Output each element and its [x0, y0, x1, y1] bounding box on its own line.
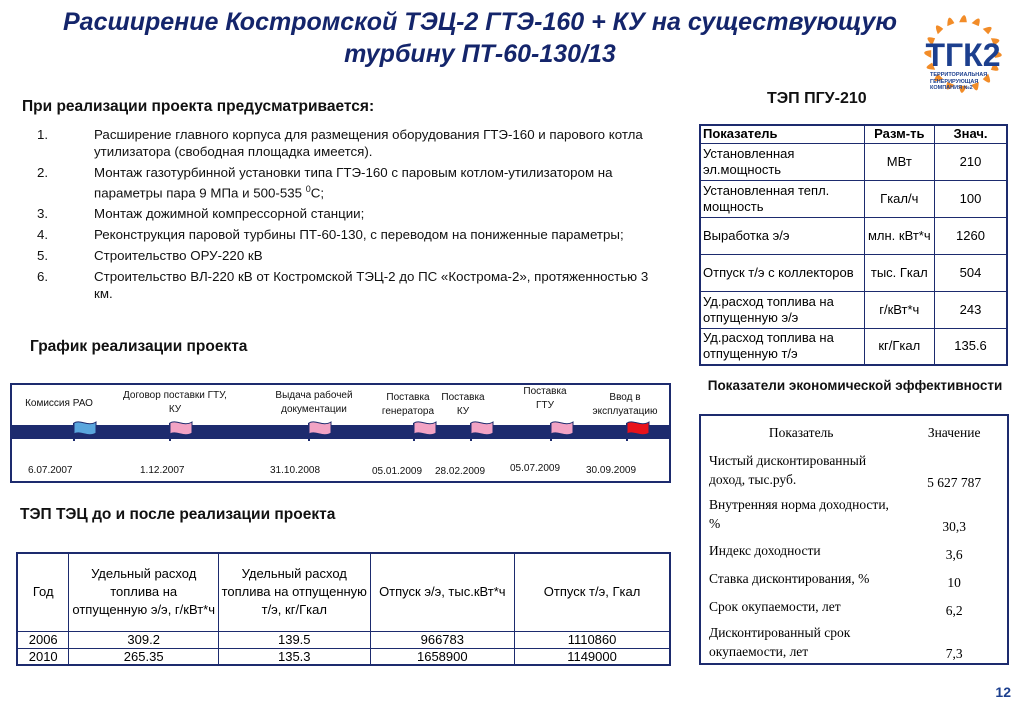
table-header-cell: Показатель — [768, 424, 834, 440]
list-item-text: Строительство ВЛ-220 кВ от Костромской ТЭЦ-2 до ПС «Кострома-2», протяженностью 3 км. — [94, 269, 649, 302]
table-cell: тыс. Гкал — [864, 254, 934, 291]
list-item-tail: С; — [310, 185, 325, 201]
table-cell: 100 — [935, 180, 1007, 217]
milestone-date: 6.07.2007 — [28, 465, 73, 476]
table-row — [17, 648, 670, 665]
list-item — [34, 268, 670, 302]
table-cell: МВт — [864, 143, 934, 180]
table-header-cell: Удельный расход топлива на отпущенную э/э, г/кВт*ч — [69, 553, 219, 631]
list-item — [34, 247, 670, 264]
milestone-label: Выдача рабочей документации — [275, 390, 353, 415]
table-row — [700, 492, 1008, 536]
tep-compare-heading: ТЭП ТЭЦ до и после реализации проекта — [20, 506, 336, 523]
milestone-label: Ввод в эксплуатацию — [592, 392, 658, 417]
list-item — [34, 126, 670, 160]
list-item-text: Расширение главного корпуса для размещения оборудования ГТЭ-160 и парового котла утилизатора (свободная площадка имеется). — [94, 127, 643, 159]
table-row — [700, 180, 1007, 217]
table-row — [17, 631, 670, 648]
table-header-cell: Удельный расход топлива на отпущенную т/э, кг/Гкал — [218, 553, 370, 631]
list-item-text: Монтаж газотурбинной установки типа ГТЭ-160 с паровым котлом-утилизатором на параметры пара 9 МПа и 500-535 — [94, 165, 613, 201]
table-cell: 7,3 — [945, 646, 963, 661]
table-cell: млн. кВт*ч — [864, 217, 934, 254]
table-cell: 139.5 — [218, 631, 370, 648]
table-header-cell: Разм-ть — [864, 125, 934, 143]
table-row — [700, 143, 1007, 180]
table-cell: кг/Гкал — [864, 328, 934, 365]
page-number: 12 — [995, 684, 1011, 700]
table-header-cell: Знач. — [935, 125, 1007, 143]
table-cell: 1149000 — [515, 648, 670, 665]
list-item-number: 1. — [37, 127, 49, 142]
list-item-text: Монтаж дожимной компрессорной станции; — [94, 206, 365, 222]
table-cell: 309.2 — [69, 631, 219, 648]
table-cell: 210 — [935, 143, 1007, 180]
milestone-date: 05.01.2009 — [372, 466, 423, 477]
table-cell: Срок окупаемости, лет — [709, 598, 841, 614]
logo-tagline-line: ТЕРРИТОРИАЛЬНАЯ — [930, 72, 988, 78]
milestone-date: 30.09.2009 — [586, 465, 637, 476]
projects-heading: При реализации проекта предусматривается: — [22, 98, 375, 115]
milestone-label: Поставка ГТУ — [523, 386, 567, 411]
milestone-label: Поставка генератора — [381, 392, 435, 417]
title-line-1: Расширение Костромской ТЭЦ-2 ГТЭ-160 + КУ на существующую — [63, 8, 897, 36]
table-cell: г/кВт*ч — [864, 291, 934, 328]
table-cell: 2006 — [17, 631, 69, 648]
table-cell: 265.35 — [69, 648, 219, 665]
table-header-cell: Отпуск э/э, тыс.кВт*ч — [370, 553, 515, 631]
table-cell: 1110860 — [515, 631, 670, 648]
list-item-text: Строительство ОРУ-220 кВ — [94, 248, 263, 264]
list-item-text: Реконструкция паровой турбины ПТ-60-130, с переводом на пониженные параметры; — [94, 227, 624, 243]
table-cell: 966783 — [370, 631, 515, 648]
table-row — [700, 592, 1008, 620]
table-header-cell: Значение — [927, 424, 981, 440]
table-cell: 504 — [935, 254, 1007, 291]
table-cell: Уд.расход топлива на отпущенную э/э — [700, 291, 864, 328]
table-cell: 5 627 787 — [927, 475, 982, 490]
milestone-date: 28.02.2009 — [435, 466, 486, 477]
list-item — [34, 226, 670, 243]
logo-text: ТГК2 — [925, 37, 1001, 73]
schedule-heading: График реализации проекта — [30, 338, 248, 355]
logo-tagline-line: КОМПАНИЯ №2 — [930, 85, 973, 91]
milestone-date: 1.12.2007 — [140, 465, 185, 476]
list-item-superscript: 0 — [305, 184, 311, 194]
table-cell: 2010 — [17, 648, 69, 665]
table-cell: 10 — [947, 575, 961, 590]
table-row — [700, 217, 1007, 254]
table-row — [700, 564, 1008, 592]
table-cell: 3,6 — [945, 547, 963, 562]
table-header-cell: Отпуск т/э, Гкал — [515, 553, 670, 631]
table-cell: Ставка дисконтирования, % — [709, 570, 870, 586]
logo-tagline — [930, 72, 1016, 92]
page-title — [40, 6, 920, 70]
pgu-table — [699, 124, 1008, 366]
project-timeline — [10, 383, 671, 483]
table-cell: Уд.расход топлива на отпущенную т/э — [700, 328, 864, 365]
table-row — [700, 536, 1008, 564]
table-cell: Индекс доходности — [709, 542, 821, 558]
milestone-label: Договор поставки ГТУ, КУ — [123, 390, 227, 415]
list-item — [34, 164, 670, 201]
table-header-cell: Год — [17, 553, 69, 631]
list-item-number: 3. — [37, 206, 49, 222]
milestone-date: 05.07.2009 — [510, 463, 561, 474]
list-item — [34, 205, 670, 222]
table-cell: 30,3 — [942, 519, 966, 534]
table-cell: Установленная эл.мощность — [700, 143, 864, 180]
list-item-number: 6. — [37, 269, 49, 285]
table-row — [700, 291, 1007, 328]
table-header-cell: Показатель — [700, 125, 864, 143]
table-cell: 6,2 — [945, 603, 963, 618]
table-cell: Отпуск т/э с коллекторов — [700, 254, 864, 291]
milestone-label: Комиссия РАО — [25, 398, 93, 409]
project-list — [34, 126, 670, 306]
list-item-number: 5. — [37, 248, 49, 264]
table-cell: 243 — [935, 291, 1007, 328]
table-row — [700, 254, 1007, 291]
econ-table — [699, 414, 1009, 665]
table-cell: Выработка э/э — [700, 217, 864, 254]
table-row — [700, 448, 1008, 492]
table-row — [700, 328, 1007, 365]
table-cell: 135.6 — [935, 328, 1007, 365]
econ-heading: Показатели экономической эффективности — [707, 378, 1003, 393]
table-cell: Установленная тепл. мощность — [700, 180, 864, 217]
milestone-date: 31.10.2008 — [270, 465, 321, 476]
table-cell: Гкал/ч — [864, 180, 934, 217]
table-cell: 1658900 — [370, 648, 515, 665]
logo-tagline-line: ГЕНЕРИРУЮЩАЯ — [930, 78, 979, 85]
table-cell: Чистый дисконтированный доход, тыс.руб. — [709, 453, 867, 487]
list-item-number: 2. — [37, 165, 49, 180]
title-line-2: турбину ПТ-60-130/13 — [344, 40, 616, 68]
list-item-number: 4. — [37, 227, 49, 243]
pgu-heading: ТЭП ПГУ-210 — [767, 90, 867, 107]
table-cell: Дисконтированный срок окупаемости, лет — [709, 624, 851, 659]
table-cell: 1260 — [935, 217, 1007, 254]
milestone-label: Поставка КУ — [441, 392, 485, 417]
table-row — [700, 620, 1008, 664]
table-cell: Внутренняя норма доходности, % — [709, 497, 889, 531]
table-cell: 135.3 — [218, 648, 370, 665]
tep-compare-table — [16, 552, 671, 666]
